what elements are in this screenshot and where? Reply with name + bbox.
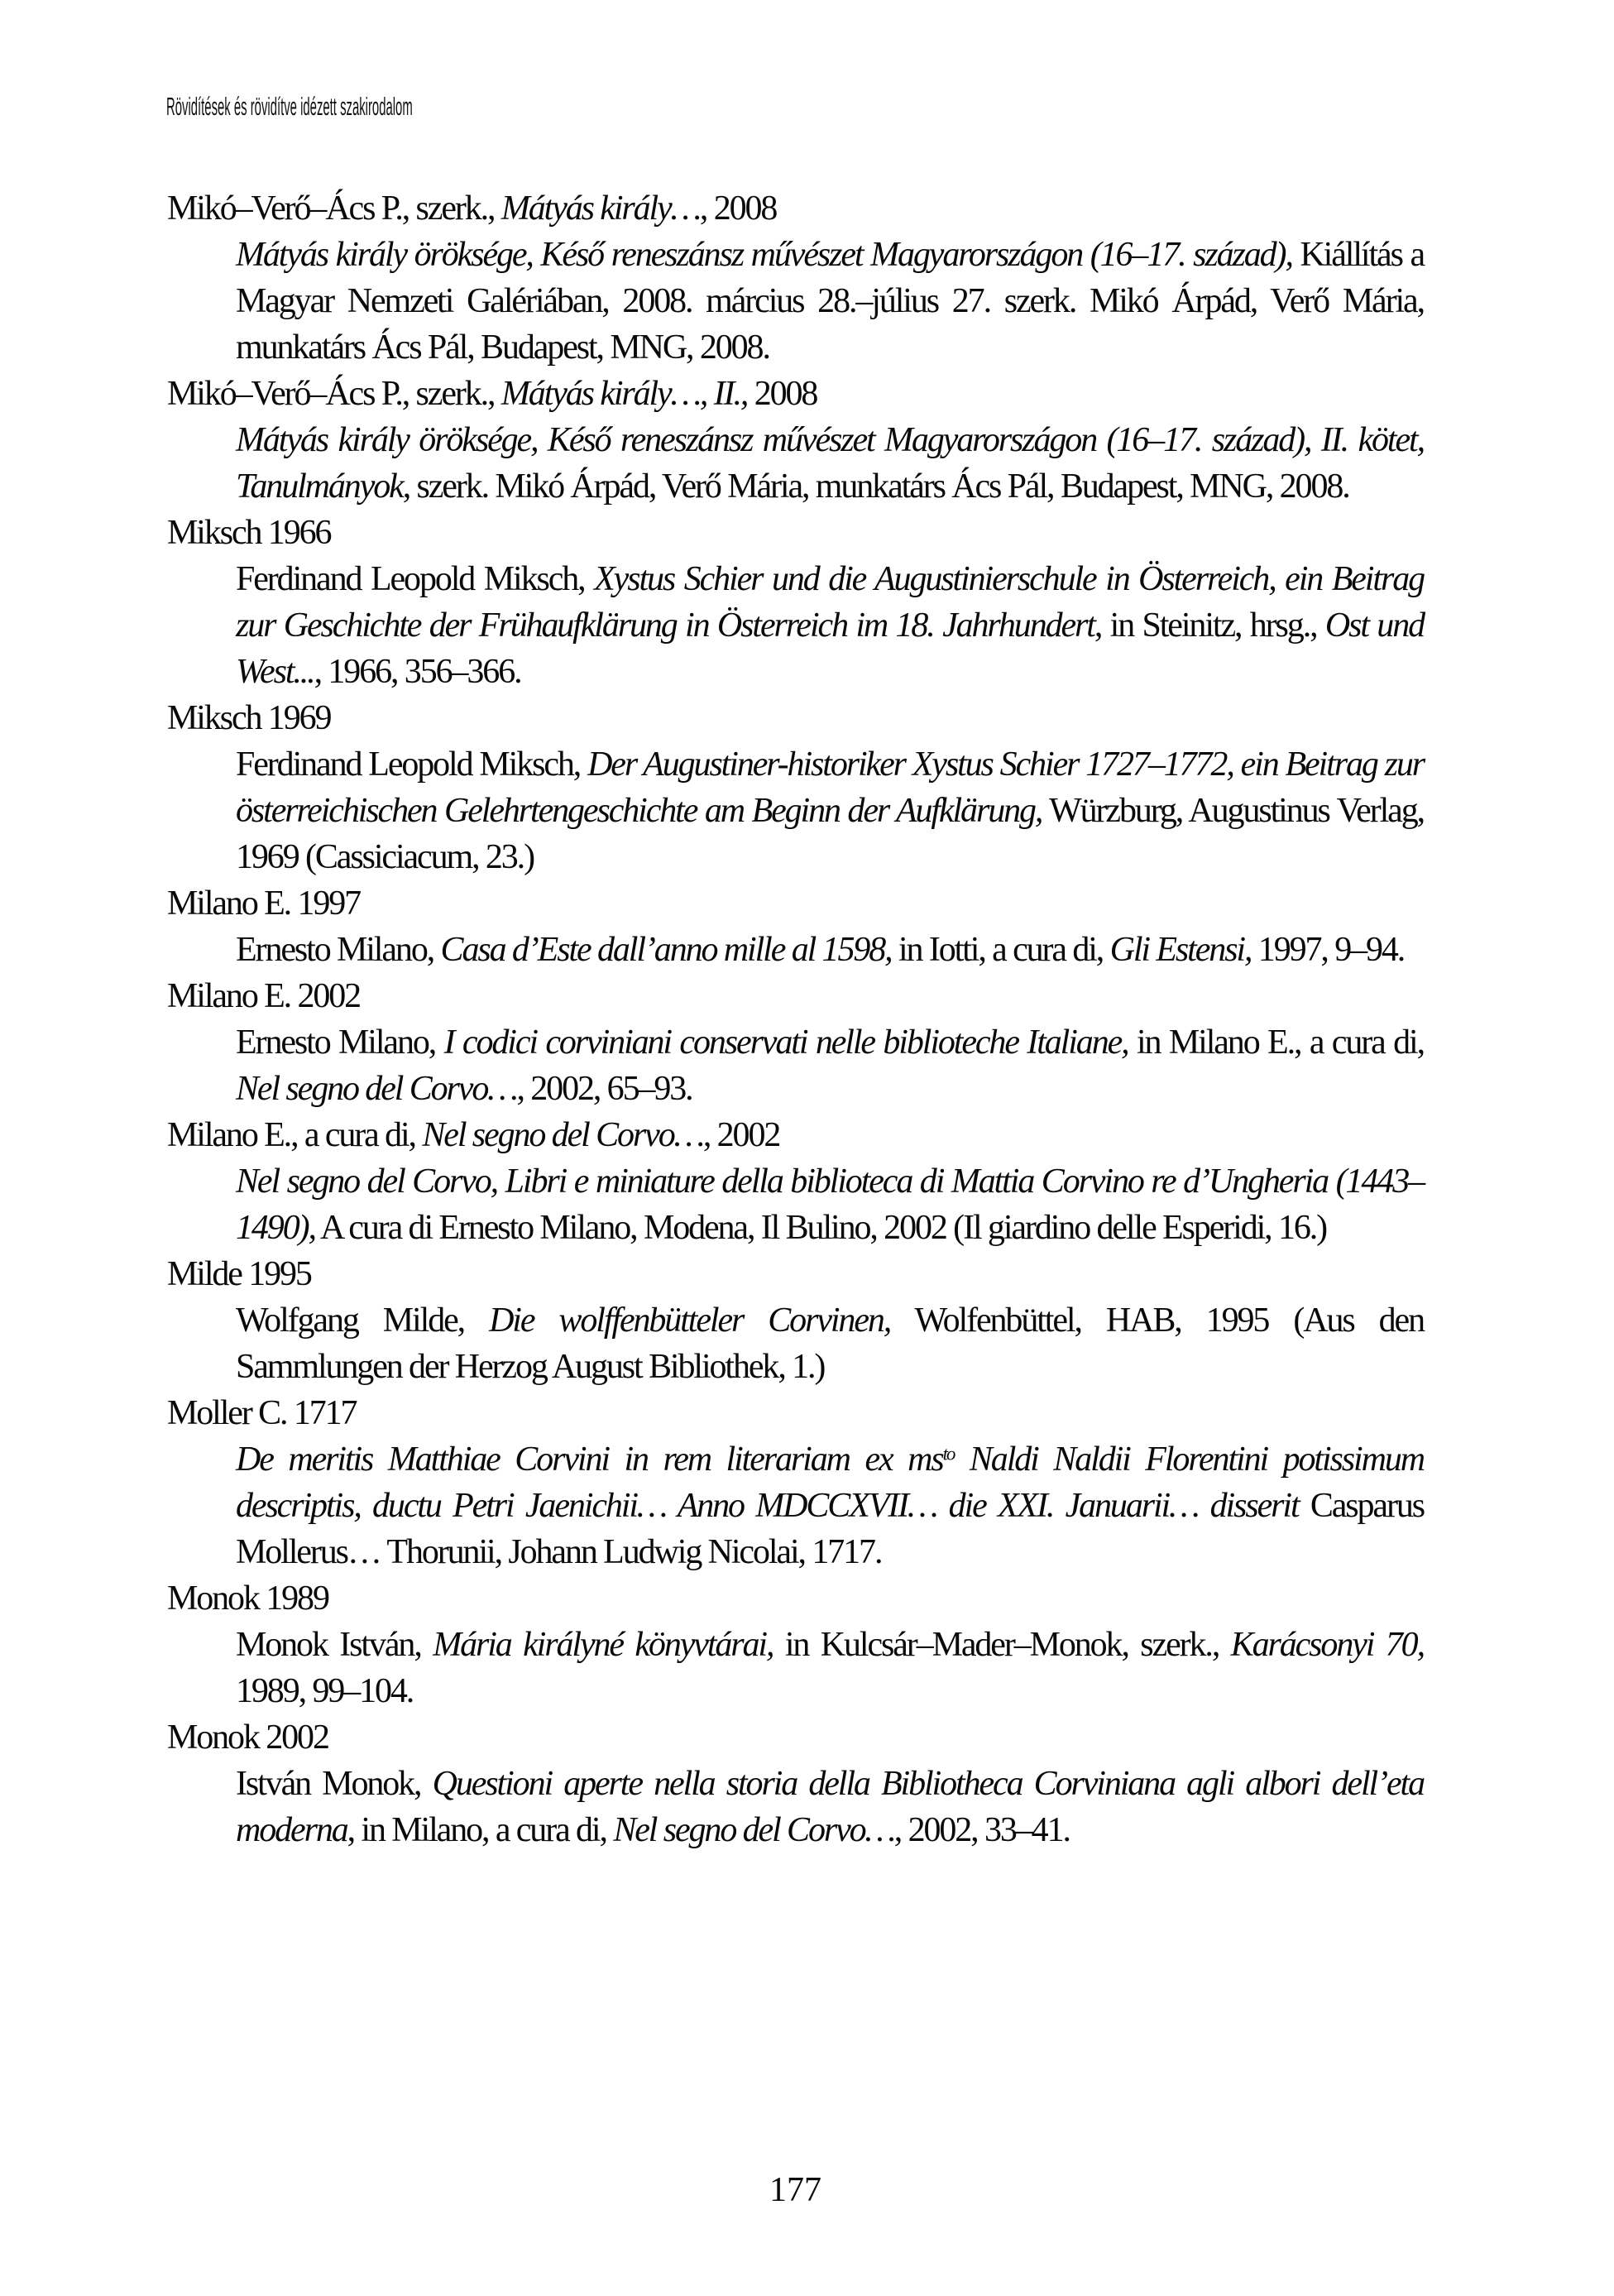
text-run: Mikó–Verő–Ács P., szerk.,: [167, 375, 501, 413]
text-run: Gli Estensi,: [1109, 931, 1252, 969]
text-run: Monok 2002: [167, 1718, 328, 1757]
bib-entry-label: [167, 510, 1424, 556]
text-run: De meritis Matthiae Corvini in rem literariam ex ms: [236, 1440, 943, 1479]
text-run: Nel segno del Corvo…: [422, 1116, 703, 1154]
bib-entry-body: [236, 1622, 1424, 1714]
bib-entry: [167, 695, 1424, 880]
text-run: , 2002, 65–93.: [516, 1070, 692, 1108]
bib-entry-label: [167, 185, 1424, 232]
text-run: Mátyás király öröksége, Késő reneszánsz művészet Magyarországon (16–17. század), II. kötet, Tanulmányok: [236, 421, 1424, 506]
text-run: Milano E. 1997: [167, 884, 361, 923]
bib-entry: [167, 1714, 1424, 1853]
bib-entry-label: [167, 1575, 1424, 1622]
text-run: Xystus Schier und die Augustinierschule in Österreich, ein Beitrag zur Geschichte der Frühaufklärung in Österreich im 18. Jahrhundert: [236, 560, 1424, 645]
bib-entry-label: [167, 371, 1424, 417]
bib-entry-label: [167, 1714, 1424, 1761]
text-run: I codici corviniani conservati nelle biblioteche Italiane,: [443, 1023, 1128, 1062]
bib-entry: [167, 1251, 1424, 1390]
bibliography: [167, 185, 1424, 1853]
text-run: Nel segno del Corvo, Libri e miniature della biblioteca di Mattia Corvino re d’Ungheria (1443–1490),: [236, 1162, 1424, 1247]
text-run: Mátyás király öröksége, Késő reneszánsz művészet Magyarországon (16–17. század),: [236, 236, 1292, 274]
bib-entry: [167, 371, 1424, 510]
bib-entry-body: [236, 741, 1424, 880]
bib-entry-label: [167, 1251, 1424, 1297]
text-run: Questioni aperte nella storia della Bibliotheca Corviniana agli albori dell’eta moderna: [236, 1765, 1424, 1849]
text-run: Naldi Naldii Florentini potissimum descriptis, ductu Petri Jaenichii… Anno MDCCXVII… die XXI. Januarii… disserit: [236, 1440, 1424, 1525]
bib-entry: [167, 1112, 1424, 1251]
text-run: Moller C. 1717: [167, 1394, 357, 1432]
text-run: , in Milano, a cura di,: [347, 1811, 614, 1849]
text-run: Ost und West...: [236, 606, 1424, 691]
text-run: A cura di Ernesto Milano, Modena, Il Bulino, 2002 (Il giardino delle Esperidi, 16.): [314, 1209, 1327, 1247]
text-run: 2008: [747, 375, 817, 413]
text-run: in Kulcsár–Mader–Monok, szerk.,: [773, 1626, 1231, 1664]
text-run: Monok 1989: [167, 1579, 328, 1618]
text-run: Ernesto Milano,: [236, 931, 441, 969]
bib-entry: [167, 1390, 1424, 1575]
text-run: Mátyás király…, II.,: [500, 375, 748, 413]
text-run: Casa d’Este dall’anno mille al 1598,: [440, 931, 892, 969]
text-run: István Monok,: [236, 1765, 433, 1803]
bib-entry: [167, 973, 1424, 1112]
text-run: , in Steinitz, hrsg.,: [1094, 606, 1325, 645]
text-run: Milano E. 2002: [167, 977, 361, 1015]
text-run: , 2002, 33–41.: [893, 1811, 1070, 1849]
bib-entry-body: [236, 556, 1424, 695]
bib-entry: [167, 1575, 1424, 1714]
text-run: Mátyás király…: [500, 189, 700, 228]
text-run: Monok István,: [236, 1626, 433, 1664]
bib-entry-body: [236, 417, 1424, 510]
bib-entry-body: [236, 232, 1424, 371]
text-run: Mikó–Verő–Ács P., szerk.,: [167, 189, 501, 228]
running-header: Rövidítések és rövidítve idézett szakirodalom: [166, 92, 413, 121]
bib-entry-body: [236, 1761, 1424, 1853]
text-run: Würzburg, Augustinus Verlag, 1969 (Cassiciacum, 23.): [236, 792, 1424, 876]
bib-entry-body: [236, 927, 1424, 973]
page-number: 177: [769, 2171, 821, 2209]
text-run: Karácsonyi 70,: [1230, 1626, 1424, 1664]
text-run: Wolfenbüttel, HAB, 1995 (Aus den Sammlungen der Herzog August Bibliothek, 1.): [236, 1301, 1424, 1386]
bib-entry-label: [167, 973, 1424, 1019]
text-run: Der Augustiner-historiker Xystus Schier 1727–1772, ein Beitrag zur österreichischen Gelehrtengeschichte am Beginn der Aufklärung,: [236, 745, 1424, 830]
text-run: Milano E., a cura di,: [167, 1116, 423, 1154]
text-run: Mária királyné könyvtárai,: [433, 1626, 773, 1664]
text-run: 1997, 9–94.: [1251, 931, 1405, 969]
bib-entries: [167, 185, 1424, 1853]
text-run: , 2002: [702, 1116, 780, 1154]
text-run: Nel segno del Corvo…: [613, 1811, 894, 1849]
bib-entry-label: [167, 1390, 1424, 1436]
text-run: Ferdinand Leopold Miksch,: [236, 560, 595, 598]
text-run: 1989, 99–104.: [236, 1672, 414, 1710]
bib-entry-body: [236, 1158, 1424, 1251]
text-run: Kiállítás a Magyar Nemzeti Galériában, 2008. március 28.–július 27. szerk. Mikó Árpád, Verő Mária, munkatárs Ács Pál, Budapest, MNG, 2008.: [236, 236, 1424, 367]
bib-entry-body: [236, 1019, 1424, 1112]
bib-entry-label: [167, 695, 1424, 741]
text-run: Die wolffenbütteler Corvinen,: [489, 1301, 891, 1340]
text-run: Milde 1995: [167, 1255, 311, 1293]
text-run: Miksch 1966: [167, 514, 331, 552]
text-run: Wolfgang Milde,: [236, 1301, 490, 1340]
text-run: in Iotti, a cura di,: [891, 931, 1110, 969]
text-run: Ferdinand Leopold Miksch,: [236, 745, 588, 784]
text-run: , 1966, 356–366.: [314, 653, 521, 691]
text-run: , szerk. Mikó Árpád, Verő Mária, munkatárs Ács Pál, Budapest, MNG, 2008.: [402, 467, 1349, 506]
text-run: Ernesto Milano,: [236, 1023, 444, 1062]
text-run: , 2008: [699, 189, 777, 228]
bib-entry-label: [167, 880, 1424, 927]
text-run: Casparus Mollerus… Thorunii, Johann Ludwig Nicolai, 1717.: [236, 1487, 1424, 1571]
bib-entry: [167, 510, 1424, 695]
text-run: in Milano E., a cura di,: [1128, 1023, 1424, 1062]
bib-entry-label: [167, 1112, 1424, 1158]
bib-entry: [167, 880, 1424, 973]
text-run: Nel segno del Corvo…: [236, 1070, 517, 1108]
bib-entry: [167, 185, 1424, 371]
text-run: to: [942, 1442, 955, 1464]
text-run: Miksch 1969: [167, 699, 331, 737]
bib-entry-body: [236, 1297, 1424, 1390]
bib-entry-body: [236, 1436, 1424, 1575]
